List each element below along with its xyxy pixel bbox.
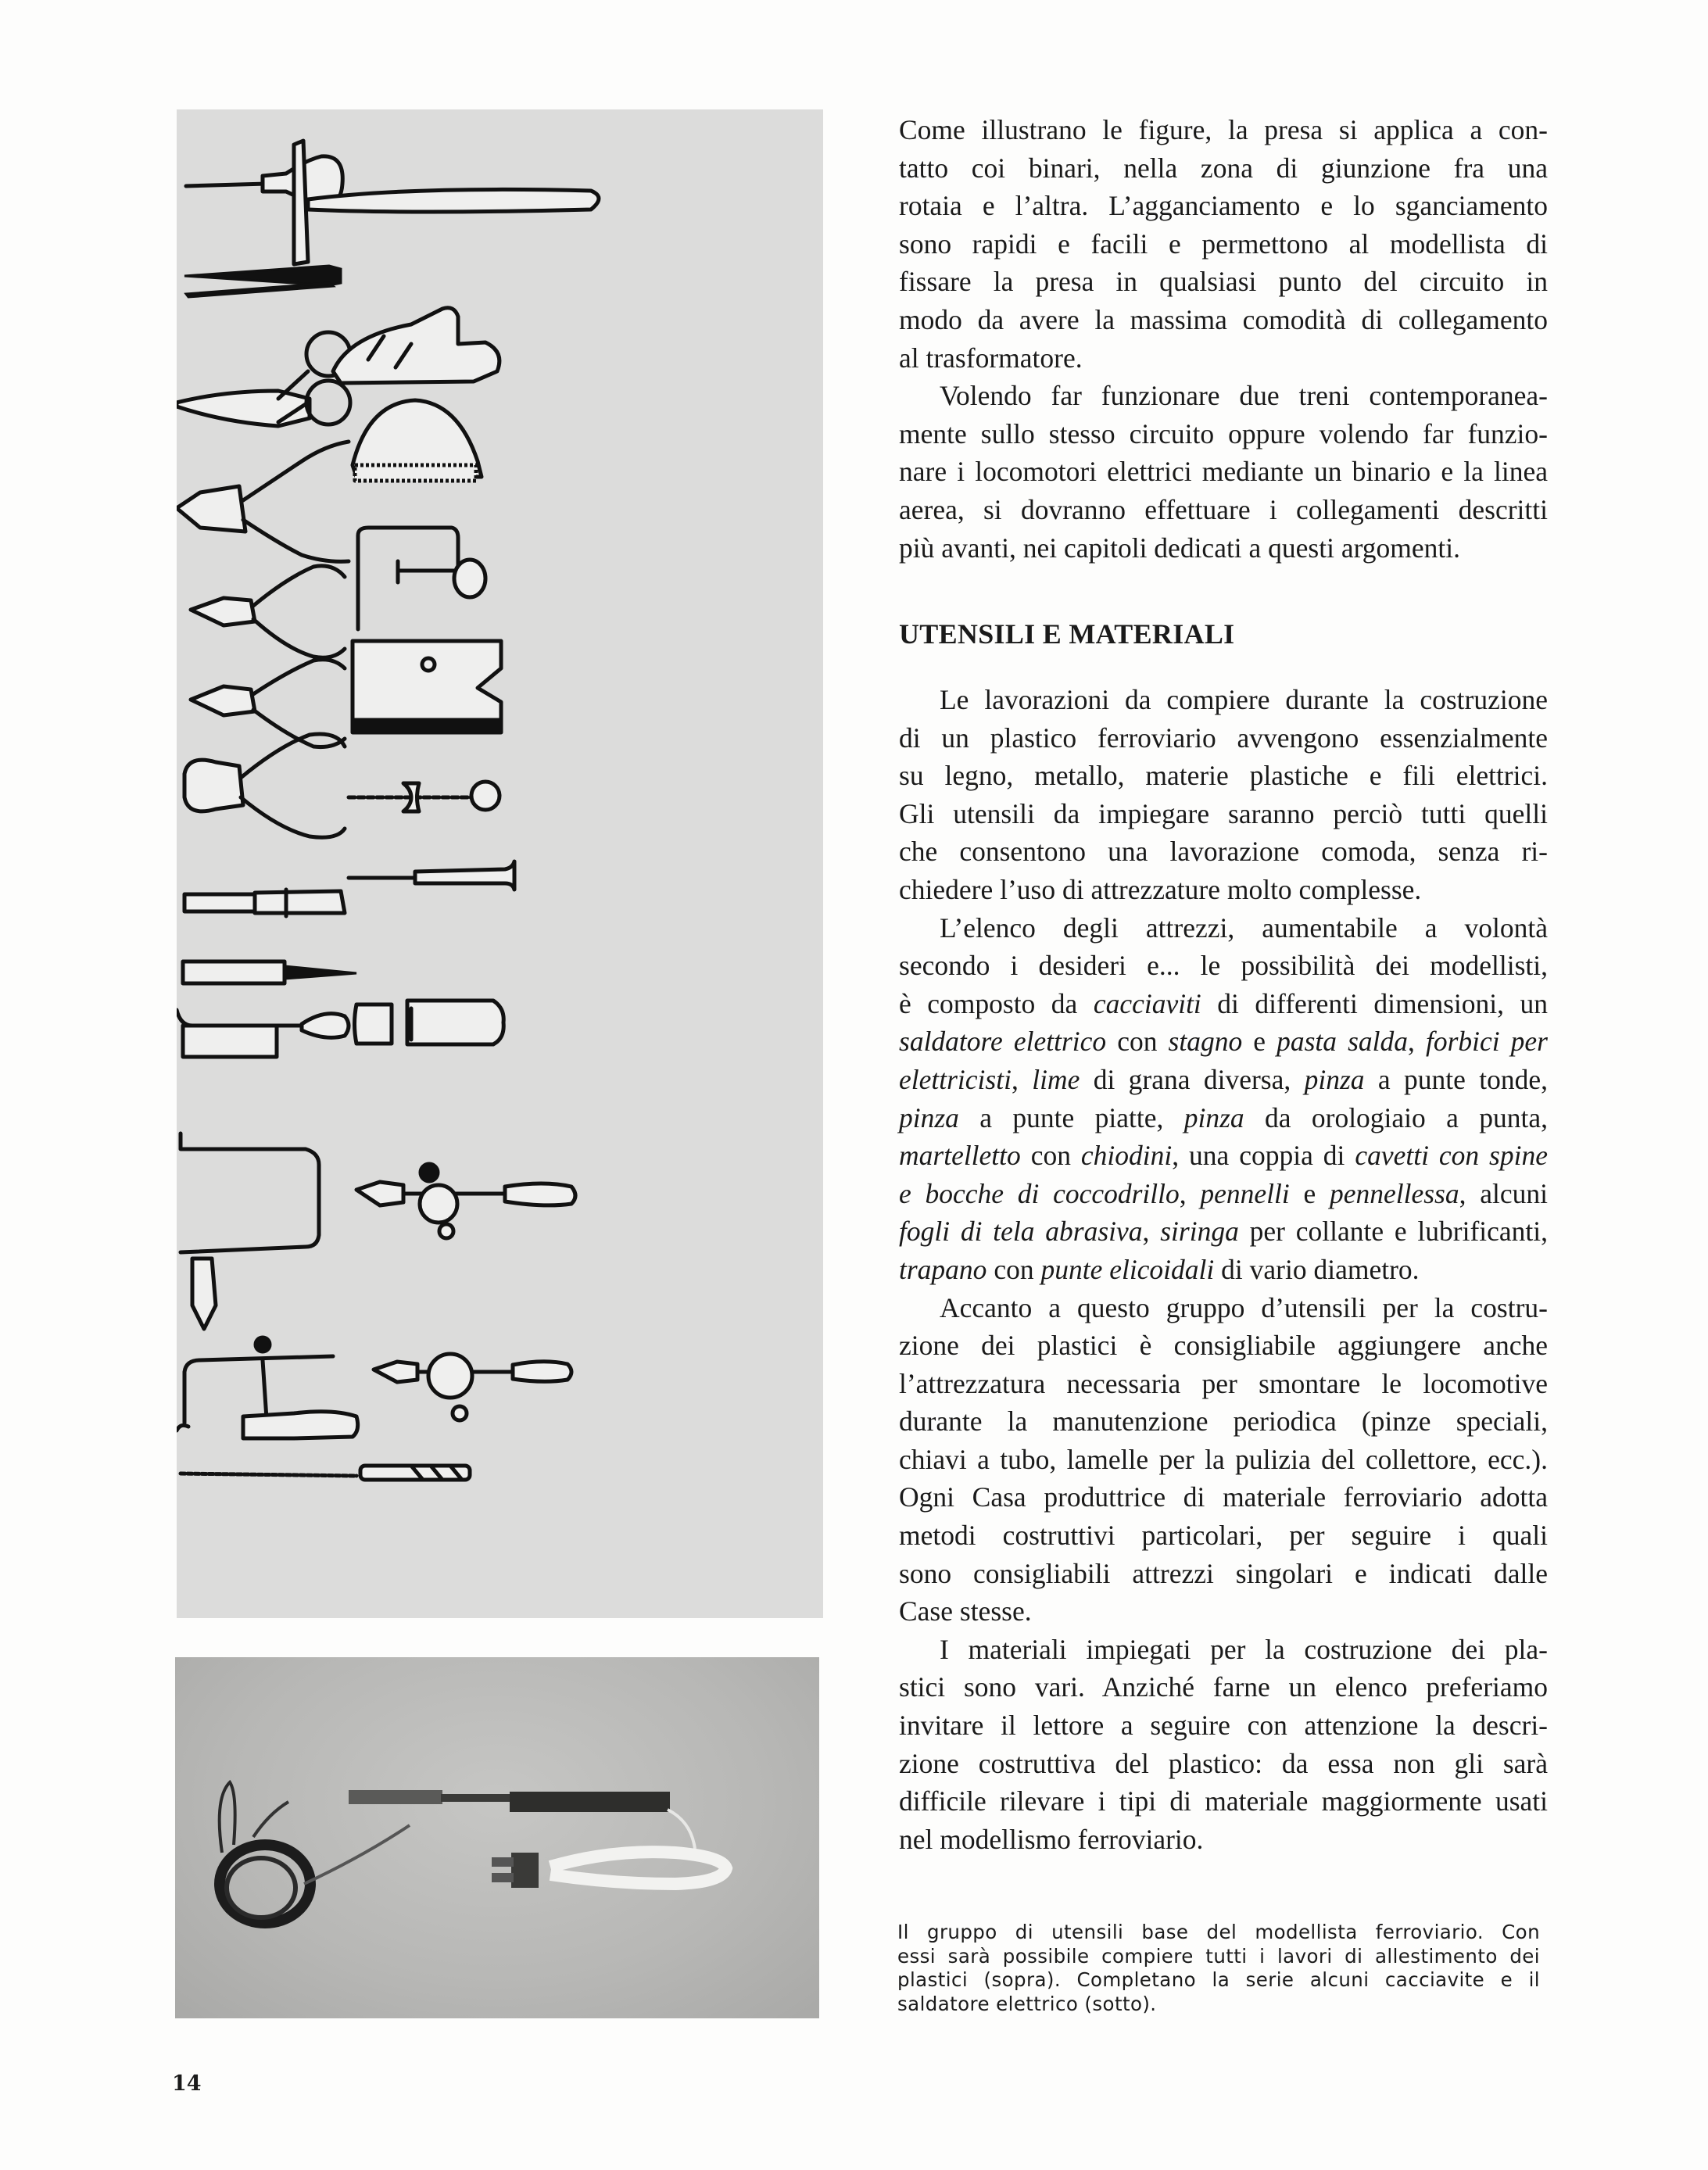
text-run: di grana diversa, <box>1080 1063 1305 1095</box>
hammer-icon <box>294 141 599 264</box>
text-line <box>899 339 1548 378</box>
emphasis-term: stagno <box>1168 1026 1243 1058</box>
text-run: aerea, si dovranno effettuare i collegamenti descritti <box>899 493 1548 525</box>
text-line <box>899 1212 1548 1251</box>
text-run: , una coppia di <box>1172 1140 1355 1172</box>
emphasis-term: chiodini <box>1080 1140 1173 1172</box>
emphasis-term: siringa <box>1160 1216 1239 1248</box>
emphasis-term: pasta salda <box>1277 1026 1409 1058</box>
text-line <box>899 1555 1548 1593</box>
text-run: su legno, metallo, materie plastiche e fili elettrici. <box>899 760 1548 792</box>
text-run: che consentono una lavorazione comoda, senza ri- <box>899 836 1548 868</box>
text-run: e <box>1289 1177 1330 1209</box>
tools-illustration-svg <box>177 109 823 1618</box>
emphasis-term: e bocche di coccodrillo <box>899 1177 1180 1209</box>
text-run: da orologiaio a punta, <box>1244 1101 1548 1133</box>
text-run: Case stesse. <box>899 1595 1032 1628</box>
hand-drill-icon <box>356 1163 575 1238</box>
text-line <box>899 1175 1548 1213</box>
text-line <box>899 187 1548 225</box>
emphasis-term: punte elicoidali <box>1040 1253 1215 1285</box>
text-line <box>899 415 1548 453</box>
text-line <box>899 149 1548 188</box>
body-paragraphs <box>899 681 1548 1858</box>
text-line <box>899 1061 1548 1099</box>
saw-blade-icon <box>181 1474 356 1476</box>
text-line <box>899 1402 1548 1441</box>
intro-paragraphs <box>899 111 1548 567</box>
text-run: secondo i desideri e... le possibilità dei modellisti, <box>899 950 1548 982</box>
text-run: Ogni Casa produttrice di materiale ferroviario adotta <box>899 1481 1548 1513</box>
text-line <box>899 795 1548 833</box>
text-run: con <box>986 1253 1041 1285</box>
text-line <box>899 1099 1548 1137</box>
text-run: nel modellismo ferroviario. <box>899 1823 1204 1855</box>
text-run: metodi costruttivi particolari, per seguire i quali <box>899 1520 1548 1552</box>
text-line <box>899 757 1548 795</box>
text-line <box>899 1478 1548 1516</box>
twist-drill-bit-icon <box>360 1466 470 1480</box>
text-run: modo da avere la massima comodità di collegamento <box>899 303 1548 335</box>
caption-line: Il gruppo di utensili base del modellista ferroviario. Con <box>897 1921 1540 1943</box>
text-run: , <box>1011 1063 1033 1095</box>
text-run: chiedere l’uso di attrezzature molto complesse. <box>899 873 1422 905</box>
text-run: Le lavorazioni da compiere durante la costruzione <box>940 684 1548 715</box>
text-line <box>899 1327 1548 1365</box>
text-run: mente sullo stesso circuito oppure volendo far funzio- <box>899 417 1548 449</box>
small-hand-drill-icon <box>374 1354 571 1420</box>
emphasis-term: cacciaviti <box>1093 987 1201 1019</box>
page-number: 14 <box>172 2072 202 2096</box>
tweezers-icon <box>184 266 341 297</box>
emphasis-term: forbici per <box>1425 1026 1548 1058</box>
round-nose-pliers-icon <box>191 566 345 657</box>
emphasis-term: fogli di tela abrasiva <box>899 1216 1143 1248</box>
text-run: zione dei plastici è consigliabile aggiungere anche <box>899 1330 1548 1362</box>
text-line <box>899 377 1548 415</box>
text-line <box>899 681 1548 719</box>
text-line <box>899 263 1548 301</box>
hand-drill-bow-icon <box>349 782 500 811</box>
emphasis-term: saldatore elettrico <box>899 1026 1107 1058</box>
text-line <box>899 491 1548 529</box>
text-line <box>899 453 1548 491</box>
text-run: stici sono vari. Anziché farne un elenco preferiamo <box>899 1671 1548 1703</box>
text-run: Come illustrano le figure, la presa si applica a con- <box>899 114 1548 145</box>
text-line <box>899 1706 1548 1745</box>
figure-caption <box>897 1921 1540 2016</box>
text-run: , <box>1179 1177 1201 1209</box>
block-plane-icon <box>333 308 500 383</box>
text-run: per collante e lubrificanti, <box>1238 1216 1549 1248</box>
text-line <box>899 1782 1548 1821</box>
text-line <box>899 529 1548 568</box>
text-line <box>899 1745 1548 1783</box>
text-run: a punte tonde, <box>1364 1063 1549 1095</box>
soldering-iron-icon <box>349 1790 670 1812</box>
text-run: , <box>1408 1026 1426 1058</box>
emphasis-term: pinza <box>1183 1101 1244 1133</box>
emphasis-term: pinza <box>899 1101 959 1133</box>
rasp-icon <box>353 400 482 481</box>
text-line <box>899 947 1548 985</box>
text-run: l’attrezzatura necessaria per smontare le locomotive <box>899 1367 1548 1399</box>
text-line <box>899 301 1548 339</box>
text-line <box>899 111 1548 149</box>
text-run: tatto coi binari, nella zona di giunzione fra una <box>899 152 1548 184</box>
text-line <box>899 871 1548 909</box>
text-run: durante la manutenzione periodica (pinze speciali, <box>899 1405 1548 1438</box>
emphasis-term: trapano <box>899 1253 987 1285</box>
text-line <box>899 1592 1548 1631</box>
text-line <box>899 1516 1548 1555</box>
emphasis-term: pennelli <box>1200 1177 1290 1209</box>
back-saw-icon <box>177 1010 349 1057</box>
text-run: di un plastico ferroviario avvengono essenzialmente <box>899 722 1548 754</box>
text-line <box>899 1137 1548 1175</box>
caption-line: plastici (sopra). Completano la serie alcuni cacciavite e il <box>897 1968 1540 1991</box>
emphasis-term: pennellessa <box>1330 1177 1459 1209</box>
pin-vise-drill-icon <box>349 861 514 890</box>
emphasis-term: cavetti con spine <box>1355 1140 1548 1172</box>
text-line <box>899 719 1548 757</box>
soldering-iron-photo-svg <box>175 1657 819 2018</box>
emphasis-term: martelletto <box>899 1140 1021 1172</box>
text-run: sono consigliabili attrezzi singolari e indicati dalle <box>899 1557 1548 1589</box>
caption-line: saldatore elettrico (sotto). <box>897 1992 1157 2015</box>
emphasis-term: lime <box>1032 1063 1080 1095</box>
text-run: Accanto a questo gruppo d’utensili per la costru- <box>940 1291 1548 1323</box>
text-run: con <box>1106 1026 1169 1058</box>
text-run: sono rapidi e facili e permettono al modellista di <box>899 227 1548 260</box>
power-cord-icon <box>492 1810 726 1888</box>
text-line <box>899 1365 1548 1403</box>
text-line <box>899 985 1548 1023</box>
text-run: con <box>1020 1140 1081 1172</box>
text-run: Gli utensili da impiegare saranno perciò tutti quelli <box>899 797 1548 829</box>
tools-illustration <box>177 109 823 1618</box>
text-line <box>899 1631 1548 1669</box>
end-cutter-pliers-icon <box>184 734 345 837</box>
c-clamp-icon <box>358 528 485 629</box>
text-run: invitare il lettore a seguire con attenzione la descri- <box>899 1710 1548 1742</box>
text-line <box>899 833 1548 871</box>
emphasis-term: elettricisti <box>899 1063 1012 1095</box>
text-line <box>899 1289 1548 1327</box>
text-line <box>899 1441 1548 1479</box>
text-line <box>899 225 1548 263</box>
text-line <box>899 1668 1548 1706</box>
text-run: a punte piatte, <box>958 1101 1184 1133</box>
text-run: nare i locomotori elettrici mediante un binario e la linea <box>899 456 1548 488</box>
emphasis-term: pinza <box>1304 1063 1365 1095</box>
text-line <box>899 1251 1548 1289</box>
text-line <box>899 1821 1548 1859</box>
caption-line: essi sarà possibile compiere tutti i lavori di allestimento dei <box>897 1944 1540 1968</box>
text-run: al trasformatore. <box>899 342 1083 374</box>
coping-saw-icon <box>181 1133 319 1329</box>
section-heading: UTENSILI E MATERIALI <box>899 618 1235 650</box>
text-run: rotaia e l’altra. L’agganciamento e lo sganciamento <box>899 190 1548 222</box>
scissors-icon <box>177 332 350 426</box>
text-run: L’elenco degli attrezzi, aumentabile a volontà <box>940 911 1548 944</box>
chisel-icon <box>184 890 345 916</box>
text-line <box>899 1022 1548 1061</box>
text-run: fissare la presa in qualsiasi punto del circuito in <box>899 266 1548 298</box>
text-run: Volendo far funzionare due treni contemporanea- <box>940 380 1548 412</box>
sawing-block-icon <box>353 641 501 732</box>
text-run: difficile rilevare i tipi di materiale maggiormente usati <box>899 1785 1548 1817</box>
text-run: , <box>1142 1216 1161 1248</box>
file-icon <box>183 961 356 983</box>
text-run: più avanti, nei capitoli dedicati a questi argomenti. <box>899 532 1461 564</box>
text-run: di vario diametro. <box>1214 1253 1420 1285</box>
text-run: e <box>1242 1026 1277 1058</box>
text-run: I materiali impiegati per la costruzione dei pla- <box>940 1633 1548 1665</box>
text-run: , alcuni <box>1459 1177 1548 1209</box>
soldering-iron-photo <box>175 1657 819 2018</box>
bit-holder-icon <box>355 1001 504 1044</box>
combination-pliers-icon <box>177 442 349 561</box>
text-run: di differenti dimensioni, un <box>1201 987 1548 1019</box>
text-line <box>899 909 1548 947</box>
text-run: è composto da <box>899 987 1094 1019</box>
jewelers-saw-icon <box>177 1337 358 1438</box>
text-run: chiavi a tubo, lamelle per la pulizia del collettore, ecc.). <box>899 1443 1548 1475</box>
text-run: zione costruttiva del plastico: da essa non gli sarà <box>899 1747 1548 1779</box>
